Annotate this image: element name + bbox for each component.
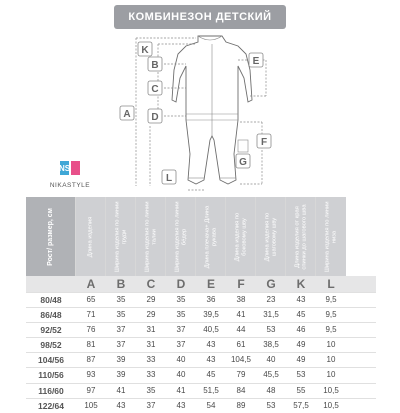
size-cell: 110/56 bbox=[38, 370, 64, 381]
table-cell: 49 bbox=[296, 340, 306, 350]
table-cell: 37 bbox=[176, 340, 186, 350]
table-cell: 38,5 bbox=[263, 340, 279, 350]
table-cell: 44 bbox=[236, 325, 246, 335]
label-c-marker bbox=[148, 81, 162, 95]
table-cell: 55 bbox=[296, 385, 306, 395]
table-cell: 40,5 bbox=[203, 325, 219, 335]
brand-name: NIKASTYLE bbox=[49, 182, 91, 189]
header-col-f bbox=[226, 197, 256, 276]
letter-cell: L bbox=[327, 277, 335, 291]
letter-cell: G bbox=[266, 277, 276, 291]
table-cell: 45 bbox=[296, 310, 306, 320]
table-cell: 10 bbox=[326, 340, 336, 350]
table-cell: 48 bbox=[266, 385, 276, 395]
header-text: Длина изделия от края спинки до шагового шва bbox=[293, 203, 307, 270]
size-cell: 116/60 bbox=[38, 385, 64, 396]
table-cell: 9,5 bbox=[325, 325, 337, 335]
label-d: D bbox=[151, 112, 159, 123]
table-cell: 87 bbox=[86, 355, 96, 365]
table-cell: 10,5 bbox=[323, 385, 339, 395]
table-cell: 89 bbox=[236, 400, 246, 410]
size-table bbox=[26, 197, 376, 411]
table-cell: 9,5 bbox=[325, 310, 337, 320]
table-cell: 23 bbox=[266, 295, 276, 304]
table-cell: 31 bbox=[146, 325, 156, 335]
table-cell: 39 bbox=[116, 355, 126, 365]
table-cell: 40 bbox=[176, 355, 186, 365]
label-b-marker bbox=[148, 57, 162, 71]
size-cell: 92/52 bbox=[40, 325, 62, 336]
table-cell: 33 bbox=[146, 370, 156, 380]
size-table-header bbox=[26, 197, 376, 276]
header-col-b bbox=[106, 197, 136, 276]
page-title: КОМБИНЕЗОН ДЕТСКИЙ bbox=[114, 5, 286, 29]
table-cell: 45,5 bbox=[263, 370, 279, 380]
header-text: Ширина изделия по линии бёдер bbox=[173, 201, 187, 272]
table-cell: 53 bbox=[266, 400, 276, 410]
header-text: Длина изделия по боковому шву bbox=[233, 212, 247, 261]
letter-cell: F bbox=[237, 277, 245, 291]
table-row bbox=[26, 383, 376, 398]
header-text: Длина изделия по шаговому шву bbox=[263, 212, 277, 261]
table-cell: 97 bbox=[86, 385, 96, 395]
brand-logo-icon bbox=[59, 160, 81, 176]
table-cell: 105 bbox=[84, 400, 98, 410]
table-cell: 76 bbox=[86, 325, 96, 335]
table-cell: 43 bbox=[116, 400, 126, 410]
table-cell: 36 bbox=[206, 295, 216, 304]
header-col-g bbox=[256, 197, 286, 276]
header-col-d bbox=[166, 197, 196, 276]
size-cell: 80/48 bbox=[40, 295, 62, 305]
letter-cell: A bbox=[86, 277, 96, 291]
table-cell: 51,5 bbox=[203, 385, 219, 395]
table-cell: 65 bbox=[86, 295, 96, 304]
table-cell: 33 bbox=[146, 355, 156, 365]
label-d-marker bbox=[148, 109, 162, 123]
table-cell: 37 bbox=[146, 400, 156, 410]
table-cell: 37 bbox=[116, 340, 126, 350]
label-c: C bbox=[151, 84, 159, 95]
table-cell: 46 bbox=[296, 325, 306, 335]
table-cell: 31 bbox=[146, 340, 156, 350]
label-b: B bbox=[151, 60, 159, 71]
table-cell: 54 bbox=[206, 400, 216, 410]
table-cell: 43 bbox=[296, 295, 306, 304]
size-cell: 122/64 bbox=[38, 400, 64, 411]
table-cell: 29 bbox=[146, 310, 156, 320]
letter-cell bbox=[26, 276, 76, 292]
size-cell: 98/52 bbox=[40, 340, 62, 351]
brand-logo bbox=[40, 160, 100, 189]
table-cell: 93 bbox=[86, 370, 96, 380]
size-cell: 86/48 bbox=[40, 310, 62, 321]
table-cell: 38 bbox=[236, 295, 246, 304]
letter-cell: E bbox=[206, 277, 215, 291]
table-cell: 10 bbox=[326, 355, 336, 365]
table-row bbox=[26, 322, 376, 337]
header-col-c bbox=[136, 197, 166, 276]
header-text: Рост/ размер, см bbox=[46, 207, 54, 266]
letter-cell: C bbox=[146, 277, 156, 291]
table-cell: 104,5 bbox=[230, 355, 252, 365]
letter-row bbox=[26, 276, 376, 292]
table-cell: 37 bbox=[116, 325, 126, 335]
table-cell: 40 bbox=[176, 370, 186, 380]
label-e-marker bbox=[249, 53, 263, 67]
header-col-k bbox=[286, 197, 316, 276]
table-row bbox=[26, 292, 376, 307]
label-k-marker bbox=[138, 42, 152, 56]
header-col-a bbox=[76, 197, 106, 276]
letter-cell: K bbox=[296, 277, 306, 291]
table-cell: 45 bbox=[206, 370, 216, 380]
table-cell: 41 bbox=[176, 385, 186, 395]
table-row bbox=[26, 337, 376, 352]
table-cell: 57,5 bbox=[293, 400, 309, 410]
table-cell: 84 bbox=[236, 385, 246, 395]
label-f: F bbox=[260, 137, 268, 148]
table-row bbox=[26, 307, 376, 322]
letter-cell: B bbox=[116, 277, 126, 291]
label-k: K bbox=[141, 45, 149, 56]
header-text: Длина плечача+ Длина рукава bbox=[203, 205, 217, 268]
table-cell: 10,5 bbox=[323, 400, 339, 410]
table-cell: 9,5 bbox=[325, 295, 337, 304]
table-cell: 61 bbox=[236, 340, 246, 350]
table-cell: 81 bbox=[86, 340, 96, 350]
table-cell: 10 bbox=[326, 370, 336, 380]
table-cell: 35 bbox=[116, 295, 126, 304]
table-row bbox=[26, 367, 376, 382]
table-cell: 39,5 bbox=[203, 310, 219, 320]
table-cell: 41 bbox=[116, 385, 126, 395]
label-l: L bbox=[165, 173, 173, 184]
header-text: Ширина изделия по линии груди bbox=[113, 201, 127, 272]
table-cell: 53 bbox=[296, 370, 306, 380]
brand-logo-letters: NS bbox=[59, 164, 71, 173]
table-cell: 31,5 bbox=[263, 310, 279, 320]
header-size bbox=[26, 197, 76, 276]
table-cell: 37 bbox=[176, 325, 186, 335]
table-cell: 43 bbox=[206, 340, 216, 350]
size-table-body bbox=[26, 276, 376, 413]
table-cell: 41 bbox=[236, 310, 246, 320]
table-cell: 79 bbox=[236, 370, 246, 380]
header-col-e bbox=[196, 197, 226, 276]
table-cell: 40 bbox=[266, 355, 276, 365]
table-cell: 29 bbox=[146, 295, 156, 304]
letter-cell: D bbox=[176, 277, 186, 291]
label-f-marker bbox=[257, 134, 271, 148]
label-l-marker bbox=[162, 170, 176, 184]
header-text: Ширина изделия по линии талии bbox=[143, 201, 157, 272]
header-col-l bbox=[316, 197, 346, 276]
label-g: G bbox=[239, 157, 247, 168]
table-cell: 35 bbox=[146, 385, 156, 395]
header-text: Длина изделия bbox=[87, 216, 94, 257]
table-cell: 35 bbox=[116, 310, 126, 320]
table-cell: 35 bbox=[176, 295, 186, 304]
table-cell: 43 bbox=[206, 355, 216, 365]
label-g-marker bbox=[236, 154, 250, 168]
label-a: A bbox=[123, 109, 131, 120]
table-cell: 39 bbox=[116, 370, 126, 380]
table-row bbox=[26, 352, 376, 367]
header-text: Ширина изделия по линии низа bbox=[324, 201, 337, 272]
table-cell: 35 bbox=[176, 310, 186, 320]
table-cell: 71 bbox=[86, 310, 96, 320]
label-e: E bbox=[252, 56, 260, 67]
table-cell: 49 bbox=[296, 355, 306, 365]
label-a-marker bbox=[120, 106, 134, 120]
size-cell: 104/56 bbox=[38, 355, 64, 366]
table-cell: 43 bbox=[176, 400, 186, 410]
table-cell: 53 bbox=[266, 325, 276, 335]
